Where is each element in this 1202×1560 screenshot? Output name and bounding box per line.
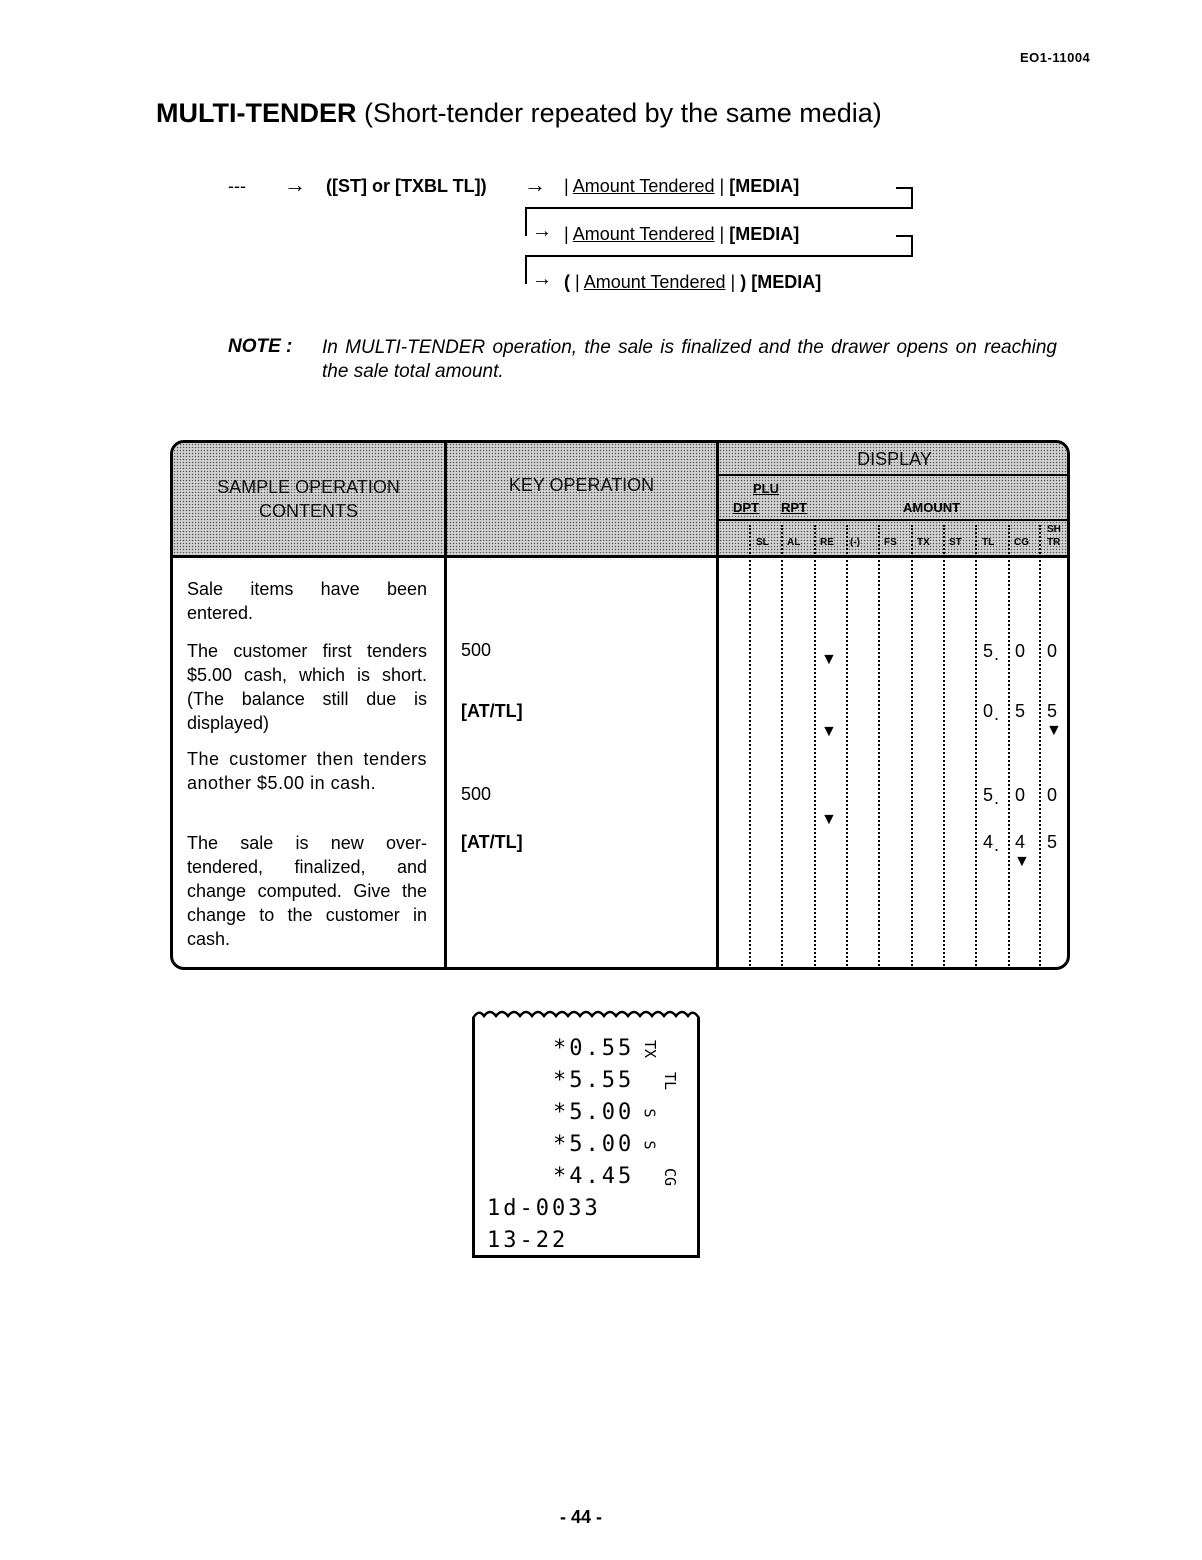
media-key: [MEDIA] (729, 176, 800, 196)
arrow-icon: → (532, 220, 552, 242)
row-3-contents: The customer then tenders another $5.00 in cash. (187, 749, 427, 793)
receipt-time: 13-22 (487, 1228, 569, 1253)
key-500: 500 (461, 640, 492, 660)
receipt-symbol: TX (641, 1039, 660, 1059)
media-key: [MEDIA] (729, 224, 800, 244)
re-indicator-marker: ▼ (821, 811, 837, 828)
re-indicator-marker: ▼ (821, 651, 837, 668)
receipt-line: *5.55 (553, 1068, 635, 1093)
indicator-sh: SH (1047, 524, 1061, 535)
header-contents (173, 475, 444, 523)
sequence-step-3 (564, 272, 821, 293)
receipt-line: *4.45 (553, 1164, 635, 1189)
header-contents-line2: CONTENTS (259, 501, 358, 521)
header-display: DISPLAY (857, 449, 932, 469)
header-amount: AMOUNT (903, 500, 961, 515)
display-digit: 5 (1047, 832, 1058, 852)
amount-tendered: Amount Tendered (583, 272, 726, 292)
indicator-fs: FS (884, 537, 897, 548)
bar: | (719, 224, 725, 244)
display-digit: 0 (1015, 785, 1026, 805)
title-subtitle: (Short-tender repeated by the same media) (364, 98, 882, 128)
indicator-al: AL (787, 537, 801, 548)
display-digit: 0 (1047, 641, 1058, 661)
decimal-point: . (994, 644, 1000, 664)
display-column-line (814, 525, 816, 970)
arrow-icon: → (284, 172, 306, 197)
display-digit: 5 (983, 641, 994, 661)
decimal-point: . (994, 835, 1000, 855)
display-digit: 5 (1047, 701, 1058, 721)
receipt-line: *5.00 (553, 1132, 635, 1157)
display-column-line (781, 525, 783, 970)
sequence-step-2 (564, 224, 799, 245)
display-digit: 5 (983, 785, 994, 805)
receipt-symbol: S (640, 1140, 659, 1150)
amount-divider (719, 519, 1070, 521)
receipt-line: *0.55 (553, 1036, 635, 1061)
document-id: EO1-11004 (1020, 50, 1091, 65)
header-divider (173, 555, 1070, 558)
decimal-point: . (994, 788, 1000, 808)
key-at-tl: [AT/TL] (461, 832, 523, 852)
decimal-point: . (994, 704, 1000, 724)
display-digit: 0 (983, 701, 994, 721)
indicator-tx: TX (917, 537, 930, 548)
row-1-contents: Sale items have been entered. (187, 579, 427, 623)
header-plu: PLU (753, 481, 779, 496)
col-divider-1 (444, 443, 447, 970)
display-digit: 5 (1015, 701, 1026, 721)
operation-table (170, 440, 1070, 970)
note-label: NOTE : (228, 336, 293, 357)
page-title (156, 98, 882, 129)
display-column-line (911, 525, 913, 970)
page-number: - 44 - (560, 1507, 603, 1527)
indicator-re: RE (820, 537, 834, 548)
sequence-lead: --- (228, 176, 246, 196)
st-key: ([ST] or [TXBL TL]) (326, 176, 487, 196)
indicator-minus: (-) (850, 537, 860, 548)
display-column-line (878, 525, 880, 970)
display-digit: 0 (1015, 641, 1026, 661)
display-digit: 0 (1047, 785, 1058, 805)
col-divider-2 (716, 443, 719, 970)
display-column-line (1008, 525, 1010, 970)
amount-tendered: Amount Tendered (572, 224, 715, 244)
arrow-icon: → (532, 268, 552, 290)
row-4-contents: The sale is new over-tendered, finalized, and change computed. Give the change to the customer in cash. (187, 833, 427, 949)
media-key: [MEDIA] (751, 272, 822, 292)
header-dpt: DPT (733, 500, 759, 515)
receipt-line: *5.00 (553, 1100, 635, 1125)
display-column-line (749, 525, 751, 970)
display-column-line (1039, 525, 1041, 970)
indicator-sl: SL (756, 537, 769, 548)
display-column-line (943, 525, 945, 970)
indicator-tr: TR (1047, 537, 1061, 548)
receipt-consecutive-number: 1d-0033 (487, 1196, 601, 1221)
sequence-start (326, 176, 487, 197)
bar: | (730, 272, 736, 292)
bar: | (719, 176, 725, 196)
header-rpt: RPT (781, 500, 807, 515)
display-divider (719, 474, 1070, 476)
receipt-symbol: S (640, 1108, 659, 1118)
display-column-line (846, 525, 848, 970)
display-digit: 4 (1015, 832, 1026, 852)
amount-tendered: Amount Tendered (572, 176, 715, 196)
receipt-symbol: CG (661, 1167, 680, 1187)
close-paren: ) (740, 272, 747, 292)
bar: | (564, 176, 569, 196)
receipt (472, 1018, 700, 1258)
header-contents-line1: SAMPLE OPERATION (217, 477, 400, 497)
bar: | (575, 272, 580, 292)
display-digit: 4 (983, 832, 994, 852)
indicator-tl: TL (982, 537, 995, 548)
note-text: In MULTI-TENDER operation, the sale is finalized and the drawer opens on reaching the sale total amount. (322, 337, 1057, 382)
receipt-symbol: TL (661, 1071, 680, 1091)
open-paren: ( (564, 272, 575, 292)
key-at-tl: [AT/TL] (461, 701, 523, 721)
re-indicator-marker: ▼ (821, 723, 837, 740)
row-2-contents: The customer first tenders $5.00 cash, which is short. (The balance still due is displayed) (187, 641, 427, 733)
title-bold: MULTI-TENDER (156, 98, 357, 128)
display-column-line (975, 525, 977, 970)
key-500: 500 (461, 784, 492, 804)
indicator-cg: CG (1014, 537, 1029, 548)
header-key-operation: KEY OPERATION (508, 475, 655, 495)
bar: | (564, 224, 569, 244)
arrow-icon: → (524, 172, 546, 197)
indicator-st: ST (949, 537, 962, 548)
sh-tr-indicator-marker: ▼ (1046, 722, 1062, 739)
cg-indicator-marker: ▼ (1014, 853, 1030, 870)
